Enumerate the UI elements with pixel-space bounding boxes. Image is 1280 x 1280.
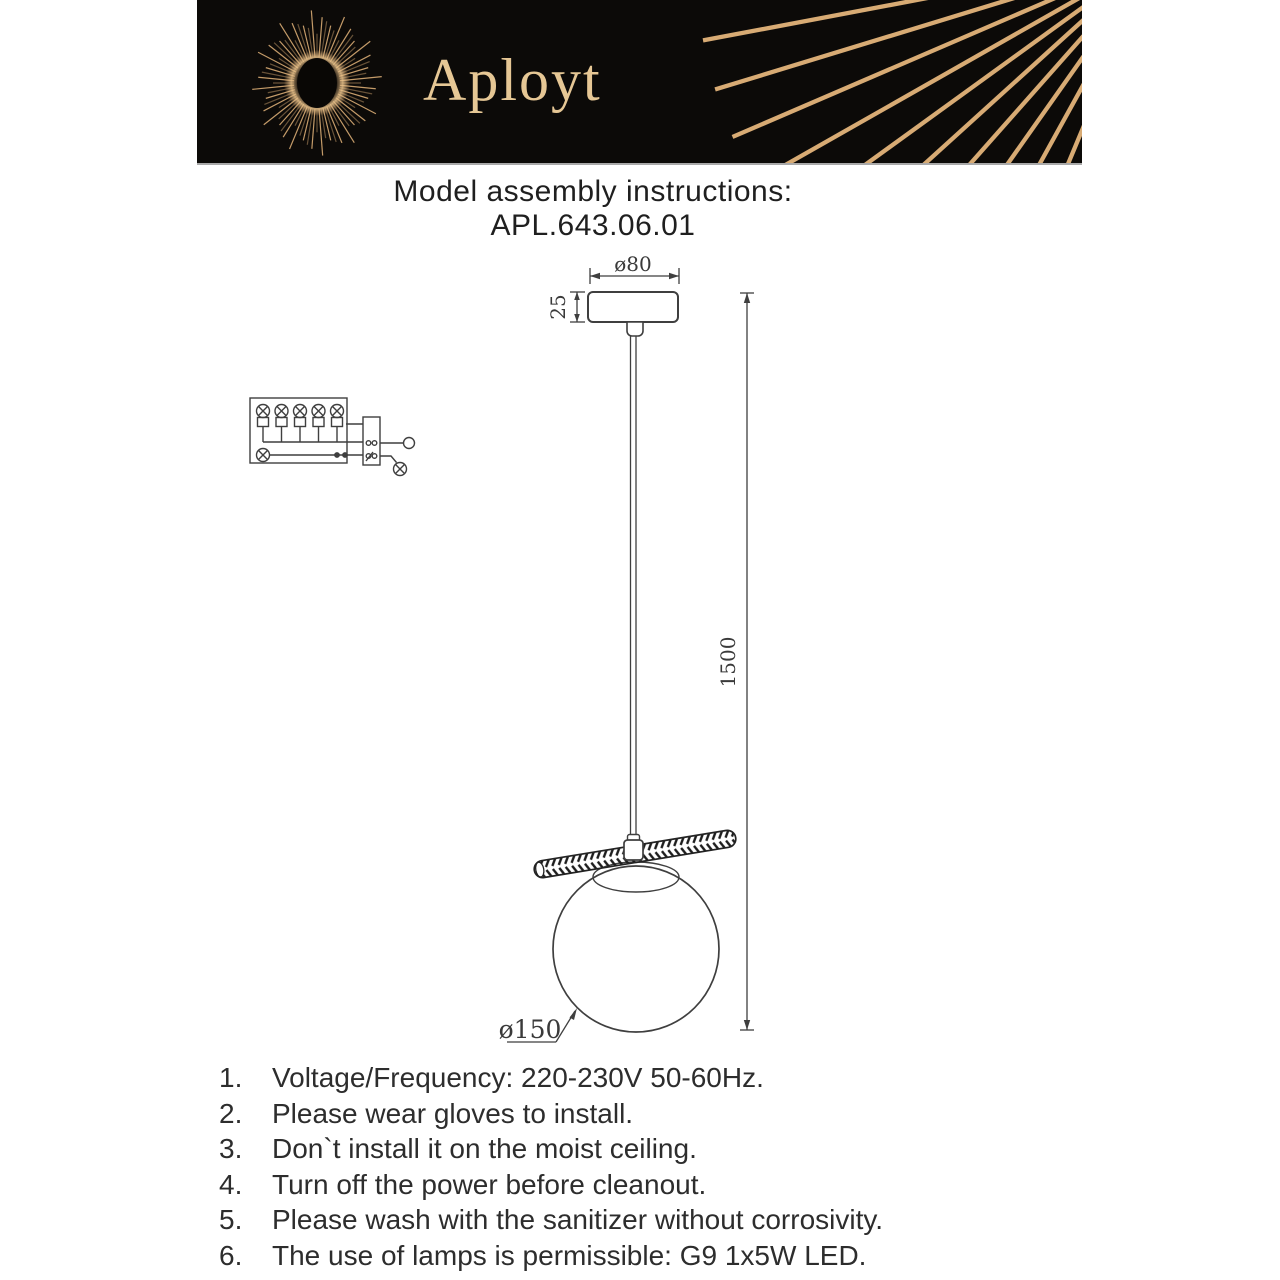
brand-name: Aployt	[423, 47, 602, 113]
wiring-diagram	[250, 398, 415, 476]
item-text: Don`t install it on the moist ceiling.	[272, 1133, 697, 1164]
suspension-cable	[631, 336, 637, 843]
banner-art	[197, 0, 1082, 163]
item-number: 1.	[219, 1062, 243, 1093]
list-item	[219, 1060, 883, 1096]
lamp-symbols-row	[257, 405, 344, 443]
item-number: 6.	[219, 1239, 243, 1271]
title-block	[0, 175, 1186, 243]
item-text: Please wear gloves to install.	[272, 1097, 634, 1129]
item-text: Turn off the power before cleanout.	[272, 1168, 707, 1200]
list-item	[219, 1096, 883, 1132]
page-title: Model assembly instructions:	[393, 175, 793, 208]
model-number: APL.643.06.01	[490, 209, 696, 242]
item-number: 3.	[219, 1133, 243, 1164]
brand-banner	[197, 0, 1082, 165]
item-number: 4.	[219, 1168, 243, 1200]
list-item	[219, 1131, 883, 1167]
instruction-list	[219, 1060, 883, 1273]
list-item	[219, 1238, 883, 1274]
glass-sphere	[553, 866, 719, 1032]
dim-suspension-length: 1500	[716, 636, 740, 688]
pendant-lamp	[533, 292, 737, 1032]
lamp-symbol-right	[394, 463, 407, 476]
starburst-center	[297, 58, 337, 108]
ceiling-canopy	[588, 292, 678, 322]
dim-canopy-diameter: ø80	[614, 252, 652, 276]
neutral-terminal-circle	[404, 438, 415, 449]
dim-shade-diameter: ø150	[498, 1015, 562, 1044]
corner-rays-icon	[696, 0, 1082, 163]
item-text: The use of lamps is permissible: G9 1x5W LED.	[272, 1239, 867, 1271]
item-number: 5.	[219, 1204, 243, 1235]
item-text: Voltage/Frequency: 220-230V 50-60Hz.	[272, 1062, 764, 1093]
item-text: Please wash with the sanitizer without corrosivity.	[272, 1204, 884, 1235]
item-number: 2.	[219, 1097, 243, 1129]
cable-connector	[624, 835, 643, 861]
list-item	[219, 1167, 883, 1203]
technical-drawing	[0, 240, 1280, 1055]
dim-canopy-height: 25	[546, 294, 570, 320]
terminal-block	[363, 417, 380, 465]
canopy-stem	[627, 322, 643, 336]
list-item	[219, 1202, 883, 1238]
